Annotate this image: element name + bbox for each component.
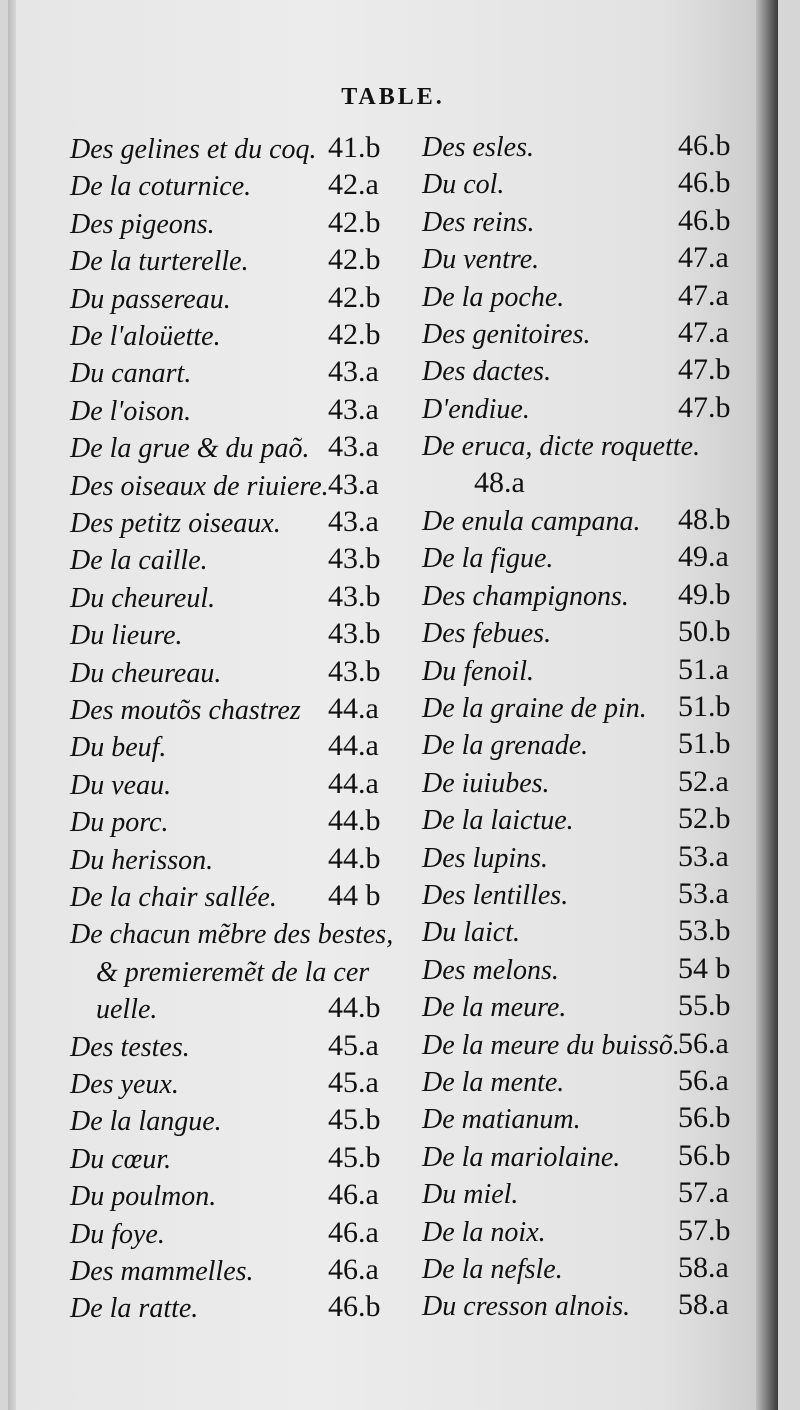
index-entry-page: 53.a [678, 877, 729, 910]
index-entry-page: 43.a [328, 467, 379, 501]
index-entry-label: De la chair sallée. [70, 882, 277, 913]
index-entry-page: 46.b [678, 129, 731, 162]
index-entry-label: De chacun mẽbre des bestes, [70, 919, 394, 951]
index-entry-page: 56.b [678, 1101, 731, 1135]
index-entry-page: 44.b [328, 804, 381, 838]
index-entry-label: Du herisson. [70, 844, 214, 876]
index-entry-label: Des febues. [422, 618, 552, 650]
index-entry-label: De l'aloüette. [70, 321, 221, 352]
index-entry-page: 43.a [328, 355, 379, 389]
index-entry-label: Des lupins. [422, 842, 548, 874]
index-entry-label: Du canart. [70, 358, 192, 390]
page-gutter-shadow [8, 0, 16, 1410]
index-entry-label: De la graine de pin. [422, 693, 647, 724]
index-entry-label: De l'oison. [70, 395, 192, 427]
index-entry-label: Du poulmon. [70, 1181, 217, 1213]
index-entry-page: 50.b [678, 615, 731, 649]
index-entry-label: De la caille. [70, 545, 208, 577]
index-entry-label: De la mariolaine. [422, 1141, 621, 1173]
index-entry-page: 48.b [678, 503, 731, 536]
index-entry-label: Des testes. [70, 1031, 190, 1063]
index-entry-label: De la meure du buissõ. [422, 1029, 680, 1061]
index-entry-label: Des melons. [422, 954, 559, 986]
index-entry-page: 58.a [678, 1288, 729, 1322]
index-entry-page: 44.a [328, 729, 379, 763]
index-entry-page: 53.b [678, 914, 731, 948]
index-entry-label: & premieremẽt de la cer [96, 956, 370, 988]
index-entry-label: Des dactes. [422, 356, 552, 388]
index-entry-page: 57.b [678, 1213, 731, 1247]
index-entry-page: 51.b [678, 690, 731, 723]
index-entry-page: 43.b [328, 579, 381, 613]
index-entry-page: 43.b [328, 542, 381, 576]
index-entry-label: Du laict. [422, 917, 520, 949]
index-entry-page: 47.b [678, 353, 731, 387]
index-entry-label: Du cheureau. [70, 657, 222, 689]
index-entry-page: 58.a [678, 1251, 729, 1284]
index-entry-label: Du veau. [70, 769, 172, 801]
index-entry-page: 49.a [678, 540, 729, 574]
index-entry-page: 48.a [474, 465, 525, 499]
index-entry-page: 47.b [678, 390, 731, 424]
index-entry-label: Du cheureul. [70, 582, 216, 614]
index-entry-page: 47.a [678, 278, 729, 312]
index-entry-page: 42.a [328, 168, 379, 202]
index-entry-page: 43.b [328, 654, 381, 688]
index-entry-label: De la ratte. [70, 1293, 199, 1325]
page-edge-shadow [756, 0, 778, 1410]
index-entry-label: De la langue. [70, 1106, 222, 1138]
index-entry-page: 45.a [328, 1066, 379, 1099]
index-entry-label: De la grenade. [422, 730, 589, 762]
index-entry-label: Des champignons. [422, 580, 629, 612]
index-entry-label: Des reins. [422, 206, 535, 238]
index-entry-label: De la noix. [422, 1216, 546, 1248]
index-entry-page: 45.a [328, 1028, 379, 1062]
index-entry-page: 44 b [328, 879, 381, 912]
index-entry-page: 45.b [328, 1140, 381, 1174]
index-entry-page: 46.a [328, 1215, 379, 1249]
index-entry-label: Des moutõs chastrez [70, 695, 301, 726]
index-entry-page: 42.b [328, 205, 381, 239]
index-entry-page: 54 b [678, 951, 731, 985]
index-entry-label: De la turterelle. [70, 246, 249, 278]
index-entry-page: 43.a [328, 430, 379, 464]
index-entry-page: 42.b [328, 243, 381, 277]
index-entry-label: De la laictue. [422, 805, 574, 837]
index-entry-page: 44.a [328, 766, 379, 800]
index-entry-label: De la meure. [422, 992, 567, 1024]
index-entry-page: 43.a [328, 392, 379, 426]
index-entry-page: 44.b [328, 841, 381, 875]
index-entry-page: 46.b [328, 1290, 381, 1324]
index-entry-label: De la figue. [422, 543, 554, 575]
index-entry-label: De enula campana. [422, 506, 641, 537]
index-entry-label: De la coturnice. [70, 171, 252, 203]
index-entry-label: De la nefsle. [422, 1254, 563, 1285]
index-entry-page: 57.a [678, 1176, 729, 1210]
index-entry-label: Du cœur. [70, 1143, 172, 1175]
index-entry-label: Du miel. [422, 1179, 519, 1211]
index-entry-page: 42.b [328, 318, 381, 351]
index-entry-label: Du cresson alnois. [422, 1291, 631, 1323]
index-entry-page: 51.b [678, 727, 731, 761]
index-entry-label: Du passereau. [70, 283, 231, 315]
index-entry-page: 47.a [678, 316, 729, 349]
index-entry-label: Du foye. [70, 1218, 165, 1250]
index-entry-label: Des gelines et du coq. [70, 134, 317, 165]
index-entry-page: 56.a [678, 1064, 729, 1097]
index-entry-label: Du lieure. [70, 620, 183, 652]
index-entry-label: Des petitz oiseaux. [70, 508, 281, 539]
index-entry-label: De eruca, dicte roquette. [422, 431, 701, 463]
index-entry-page: 44.b [328, 991, 381, 1025]
index-entry-label: uelle. [96, 994, 158, 1026]
index-entry-label: De iuiubes. [422, 767, 550, 799]
index-entry-page: 46.a [328, 1253, 379, 1286]
index-entry-label: Des mammelles. [70, 1256, 254, 1287]
index-entry-page: 44.a [328, 692, 379, 725]
index-entry-page: 46.b [678, 203, 731, 237]
index-entry-label: Du col. [422, 169, 505, 201]
index-entry-page: 46.b [678, 166, 731, 200]
index-entry-page: 46.a [328, 1178, 379, 1212]
index-entry-page: 49.b [678, 577, 731, 611]
index-entry-label: Des yeux. [70, 1069, 179, 1100]
index-entry-page: 56.b [678, 1138, 731, 1172]
index-entry-page: 47.a [678, 241, 729, 275]
index-entry-label: Des lentilles. [422, 880, 569, 911]
index-entry-label: Des oiseaux de riuiere. [70, 470, 329, 502]
index-entry-page: 42.b [328, 280, 381, 314]
index-entry-page: 51.a [678, 652, 729, 686]
index-entry-page: 43.a [328, 505, 379, 538]
index-entry-page: 45.b [328, 1103, 381, 1137]
index-entry-label: Des genitoires. [422, 319, 591, 350]
index-entry-page: 53.a [678, 839, 729, 873]
index-entry-label: Du fenoil. [422, 655, 534, 687]
index-entry-page: 56.a [678, 1026, 729, 1060]
index-entry-label: De la mente. [422, 1067, 565, 1098]
index-entry-page: 52.a [678, 764, 729, 798]
index-entry-label: Du beuf. [70, 732, 167, 764]
index-entry-label: Du ventre. [422, 244, 540, 276]
index-entry-label: D'endiue. [422, 393, 530, 425]
index-entry-label: De matianum. [422, 1104, 581, 1136]
index-entry-label: Des esles. [422, 132, 534, 163]
index-entry-label: De la poche. [422, 281, 565, 313]
index-entry-page: 52.b [678, 802, 731, 836]
index-entry-page: 43.b [328, 617, 381, 651]
index-entry-label: Du porc. [70, 807, 169, 839]
index-entry-page: 55.b [678, 989, 731, 1023]
index-entry-label: De la grue & du paõ. [70, 433, 310, 465]
index-entry-label: Des pigeons. [70, 208, 215, 240]
index-entry-page: 41.b [328, 131, 381, 164]
book-page [8, 0, 778, 1410]
page-title: TABLE. [341, 84, 445, 110]
